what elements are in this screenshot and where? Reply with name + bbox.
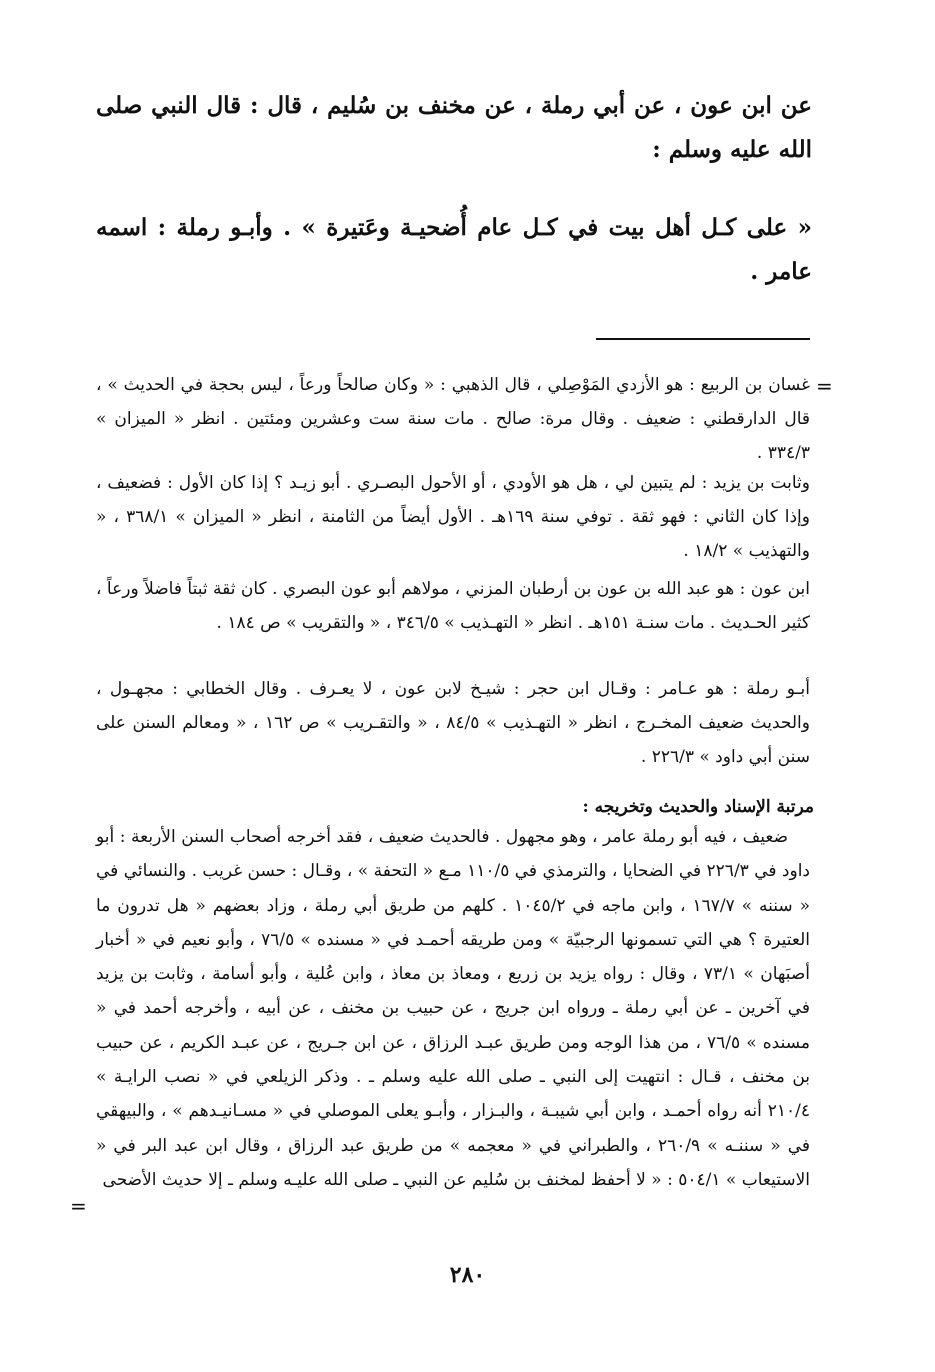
ranking-heading: مرتبة الإسناد والحديث وتخريجه : (582, 797, 814, 817)
hadith-chain-paragraph: عن ابن عون ، عن أبي رملة ، عن مخنف بن سُليم ، قال : قال النبي صلى الله عليه وسلم : (96, 92, 812, 163)
footnote-abu-ramla: أبـو رملة : هو عـامر : وقـال ابن حجر : شيـخ لابن عون ، لا يعـرف . وقال الخطابي : مجهـول ، والحديث ضعيف المخـرج ، انظر « التهـذيب » ٨٤/٥ ، « والتقـريب » ص ١٦٢ ، « ومعالم السنن على سنن أبي داود » ٢٢٦/٣ . (96, 679, 810, 767)
hadith-text-paragraph: « على كـل أهل بيت في كـل عام أُضحيـة وعَتيرة » . وأبـو رملة : اسمه عامر . (96, 214, 812, 285)
footnote-separator (596, 338, 810, 340)
footnote-ibn-awn: ابن عون : هو عبد الله بن عون بن أرطبان المزني ، مولاهم أبو عون البصري . كان ثقة ثبتاً فاضلاً ورعاً ، كثير الحـديث . مات سنـة ١٥١هـ . انظر « التهـذيب » ٣٤٦/٥ ، « والتقريب » ص ١٨٤ . (96, 579, 810, 633)
page-number: ٢٨٠ (449, 1262, 486, 1288)
footnote-thabit: وثابت بن يزيد : لم يتبين لي ، هل هو الأودي ، أو الأحول البصـري . أبو زيـد ؟ إذا كان الأول : فضعيف ، وإذا كان الثاني : فهو ثقة . توفي سنة ١٦٩هـ . الأول أيضاً من الثامنة ، انظر « الميزان » ٣٦٨/١ ، « والتهذيب » ١٨/٢ . (96, 473, 810, 561)
continuation-mark-top: = (816, 374, 833, 398)
footnote-ghassan: غسان بن الربيع : هو الأزدي المَوْصِلي ، قال الذهبي : « وكان صالحاً ورعاً ، ليس بحجة في الحديث » ، قال الدارقطني : ضعيف . وقال مرة: صالح . مات سنة ست وعشرين ومئتين . انظر « الميزان » ٣٣٤/٣ . (96, 375, 810, 463)
ranking-paragraph: ضعيف ، فيه أبو رملة عامر ، وهو مجهول . فالحديث ضعيف ، فقد أخرجه أصحاب السنن الأربعة : أبو داود في ٢٢٦/٣ في الضحايا ، والترمذي في ١١٠/٥ مـع « التحفة » ، وقـال : حسن غريب . والنسائي في « سننه » ١٦٧/٧ ، وابن ماجه في ١٠٤٥/٢ . كلهم من طريق أبي رملة ، وزاد بعضهم « هل تدرون ما العتيرة ؟ هي التي تسمونها الرجبيّة » ومن طريقه أحمـد في « مسنده » ٧٦/٥ ، وأبو نعيم في « أخبار أصبَهان » ٧٣/١ ، وقال : رواه يزيد بن زريع ، ومعاذ بن معاذ ، وابن عُلية ، وأبو أسامة ، وثابت بن يزيد في آخرين ـ عن أبي رملة ـ ورواه ابن جريج ، عن حبيب بن مخنف ، عن أبيه ، وأخرجه أحمد في « مسنده » ٧٦/٥ ، من هذا الوجه ومن طريق عبـد الرزاق ، عن ابن جـريج ، عن عبـد الكريم ، عن حبيب بن مخنف ، قـال : انتهيت إلى النبي ـ صلى الله عليه وسلم ـ . وذكر الزيلعي في « نصب الرايـة » ٢١٠/٤ أنه رواه أحمـد ، وابن أبي شيبـة ، والبـزار ، وأبـو يعلى الموصلي في « مسـانيـدهم » ، والبيهقي في « سننـه » ٢٦٠/٩ ، والطبراني في « معجمه » من طريق عبد الرزاق ، وقال ابن عبد البر في « الاستيعاب » ٥٠٤/١ : « لا أحفظ لمخنف بن سُليم عن النبي ـ صلى الله عليـه وسلم ـ إلا حديث الأضحى (96, 827, 811, 1190)
continuation-mark-bottom: = (70, 1194, 87, 1218)
